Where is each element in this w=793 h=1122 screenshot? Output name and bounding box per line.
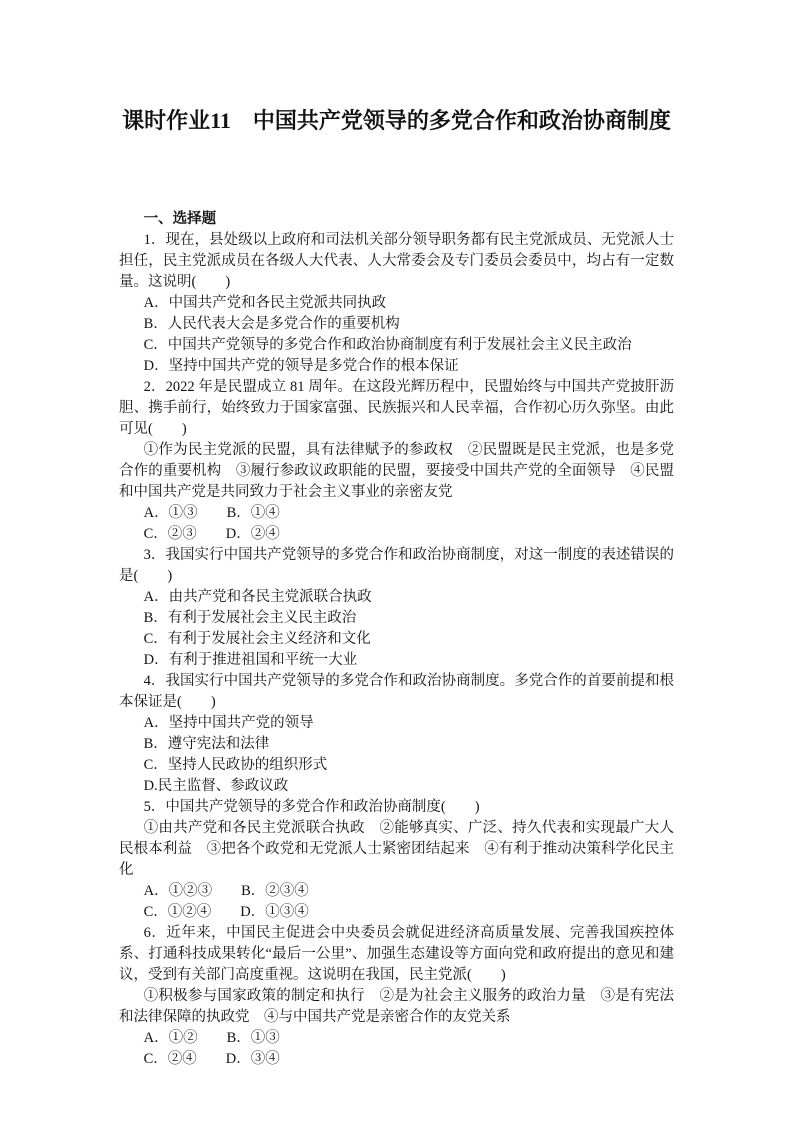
question-statements: ①积极参与国家政策的制定和执行 ②是为社会主义服务的政治力量 ③是有宪法和法律保障的执政党 ④与中国共产党是亲密合作的友党关系 [119, 988, 674, 1025]
option-line: A．中国共产党和各民主党派共同执政 [143, 295, 387, 311]
question-statements: ①作为民主党派的民盟，具有法律赋予的参政权 ②民盟既是民主党派，也是多党合作的重要机构 ③履行参政议政职能的民盟，要接受中国共产党的全面领导 ④民盟和中国共产党是共同致力于社会主义事业的亲密友党 [119, 442, 674, 500]
question-stem: 5．中国共产党领导的多党合作和政治协商制度( ) [143, 799, 480, 815]
option-line: C．②④ D．③④ [143, 1051, 280, 1067]
question-block [119, 797, 674, 923]
option-line: D.民主监督、参政议政 [143, 778, 289, 794]
question-stem: 3．我国实行中国共产党领导的多党合作和政治协商制度，对这一制度的表述错误的是( ) [119, 547, 674, 584]
question-stem: 1．现在，县处级以上政府和司法机关部分领导职务都有民主党派成员、无党派人士担任，民主党派成员在各级人大代表、人大常委会及专门委员会委员中，均占有一定数量。这说明( ) [119, 232, 674, 290]
question-block [119, 923, 674, 1070]
section-heading: 一、选择题 [143, 211, 217, 227]
option-line: A．坚持中国共产党的领导 [143, 715, 314, 731]
question-stem: 4．我国实行中国共产党领导的多党合作和政治协商制度。多党合作的首要前提和根本保证是( ) [119, 673, 674, 710]
option-line: C．中国共产党领导的多党合作和政治协商制度有利于发展社会主义民主政治 [143, 337, 632, 353]
questions-container [119, 230, 674, 1070]
question-statements: ①由共产党和各民主党派联合执政 ②能够真实、广泛、持久代表和实现最广大人民根本利益 ③把各个政党和无党派人士紧密团结起来 ④有利于推动决策科学化民主化 [119, 820, 674, 878]
option-line: C．①②④ D．①③④ [143, 904, 309, 920]
question-block [119, 545, 674, 671]
option-line: D．有利于推进祖国和平统一大业 [143, 652, 358, 668]
option-line: A．①③ B．①④ [143, 505, 280, 521]
question-stem: 2．2022 年是民盟成立 81 周年。在这段光辉历程中，民盟始终与中国共产党披肝沥胆、携手前行，始终致力于国家富强、民族振兴和人民幸福，合作初心历久弥坚。由此可见( ) [119, 379, 674, 437]
option-line: D．坚持中国共产党的领导是多党合作的根本保证 [143, 358, 459, 374]
option-line: B．有利于发展社会主义民主政治 [143, 610, 357, 626]
option-line: B．人民代表大会是多党合作的重要机构 [143, 316, 400, 332]
question-block [119, 377, 674, 545]
question-block [119, 230, 674, 377]
option-line: A．①② B．①③ [143, 1030, 280, 1046]
option-line: C．有利于发展社会主义经济和文化 [143, 631, 371, 647]
option-line: B．遵守宪法和法律 [143, 736, 270, 752]
page-title: 课时作业11 中国共产党领导的多党合作和政治协商制度 [122, 108, 671, 133]
option-line: C．②③ D．②④ [143, 526, 280, 542]
question-block [119, 671, 674, 797]
option-line: C．坚持人民政协的组织形式 [143, 757, 328, 773]
option-line: A．①②③ B．②③④ [143, 883, 309, 899]
option-line: A．由共产党和各民主党派联合执政 [143, 589, 372, 605]
question-stem: 6．近年来，中国民主促进会中央委员会就促进经济高质量发展、完善我国疾控体系、打通科技成果转化“最后一公里”、加强生态建设等方面向党和政府提出的意见和建议，受到有关部门高度重视。这说明在我国，民主党派( ) [119, 925, 674, 983]
